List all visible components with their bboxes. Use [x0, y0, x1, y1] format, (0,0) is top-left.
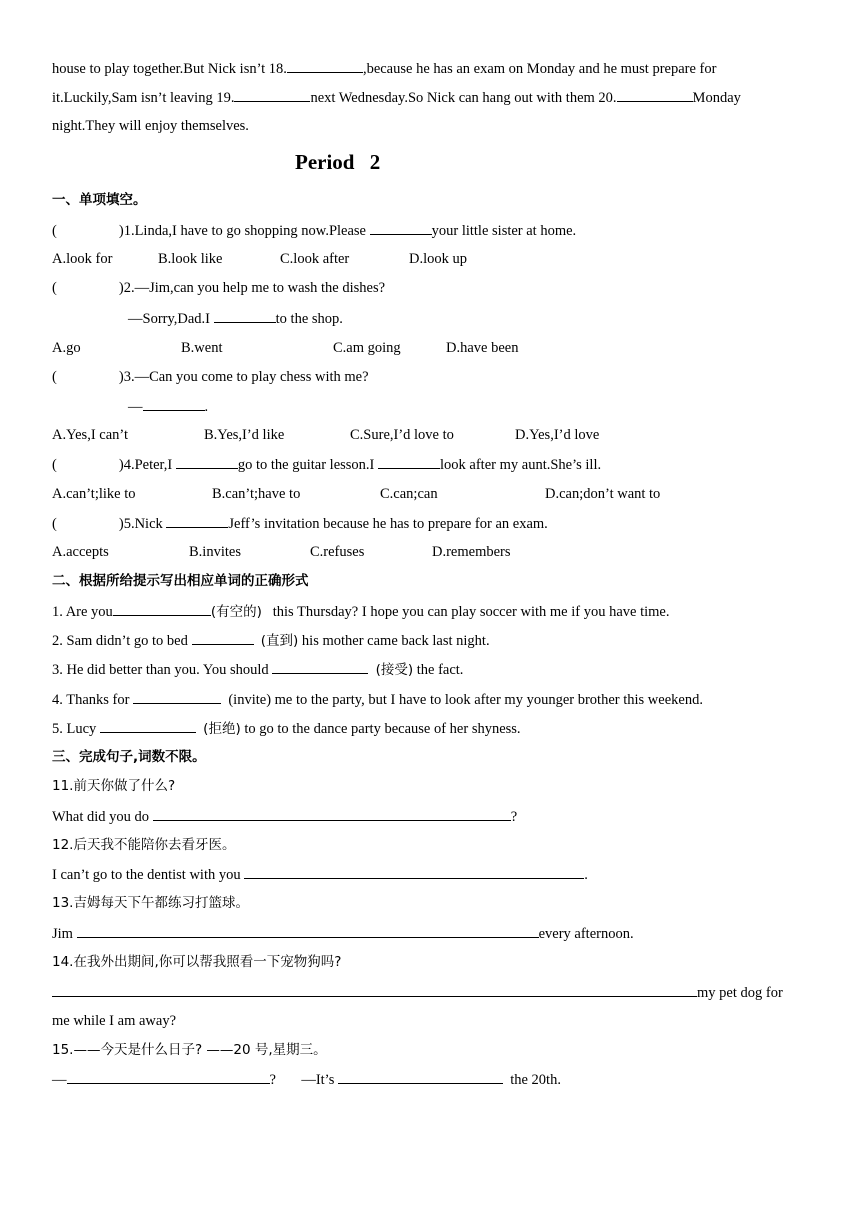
paren-close: ) — [118, 457, 124, 473]
item-text: 3. He did better than you. You should — [52, 662, 273, 678]
answer-blank[interactable] — [67, 1069, 270, 1084]
paren-open: ( — [52, 457, 57, 473]
option-c[interactable]: C.can;can — [380, 486, 438, 502]
answer-blank[interactable] — [113, 601, 211, 616]
item-text: 1. Are you — [52, 604, 113, 620]
hint-text: (invite) — [228, 692, 272, 708]
answer-blank[interactable] — [166, 513, 228, 528]
sentence-text: the 20th. — [510, 1072, 561, 1088]
item-text: to go to the dance party because of her shyness. — [244, 721, 521, 737]
option-c[interactable]: C.look after — [280, 251, 350, 267]
reply-text: . — [204, 399, 209, 415]
item-text: his mother came back last night. — [301, 633, 490, 649]
q11-sentence — [52, 806, 517, 827]
word-form-item-1 — [52, 601, 670, 622]
answer-blank[interactable] — [338, 1069, 503, 1084]
sentence-text: — — [52, 1072, 67, 1088]
q15-chinese: 15.——今天是什么日子? ——20 号,星期三。 — [52, 1042, 327, 1058]
option-b[interactable]: B.Yes,I’d like — [204, 427, 285, 443]
paren-open: ( — [52, 223, 57, 239]
item-text: the fact. — [416, 662, 464, 678]
q13-chinese: 13.吉姆每天下午都练习打篮球。 — [52, 895, 249, 911]
q14-sentence-line2: me while I am away? — [52, 1013, 177, 1029]
hint-text: (有空的) — [210, 604, 262, 620]
sentence-text: Jim — [52, 926, 77, 942]
question-1 — [52, 220, 576, 241]
question-5 — [52, 513, 548, 534]
question-text: 4.Peter,I — [123, 457, 176, 473]
q14-sentence — [52, 982, 783, 1003]
sentence-text: —It’s — [301, 1072, 338, 1088]
question-text: Jeff’s invitation because he has to prepare for an exam. — [228, 516, 548, 532]
option-d[interactable]: D.have been — [446, 340, 519, 356]
option-a[interactable]: A.look for — [52, 251, 113, 267]
answer-blank[interactable] — [244, 864, 584, 879]
reply-text: —Sorry,Dad.I — [128, 311, 214, 327]
sentence-text: I can’t go to the dentist with you — [52, 867, 245, 883]
paren-open: ( — [52, 369, 57, 385]
question-text: 2.—Jim,can you help me to wash the dishes? — [123, 280, 386, 296]
question-2 — [52, 278, 385, 298]
answer-blank-20[interactable] — [617, 87, 693, 102]
question-3 — [52, 367, 369, 387]
paren-close: ) — [118, 516, 124, 532]
question-text: 1.Linda,I have to go shopping now.Please — [123, 223, 370, 239]
sentence-text: every afternoon. — [538, 926, 634, 942]
option-b[interactable]: B.can’t;have to — [212, 486, 301, 502]
option-a[interactable]: A.can’t;like to — [52, 486, 136, 502]
option-d[interactable]: D.can;don’t want to — [545, 486, 661, 502]
paren-close: ) — [118, 223, 124, 239]
answer-blank[interactable] — [52, 982, 697, 997]
hint-text: (拒绝) — [203, 721, 241, 737]
passage-text: house to play together.But Nick isn’t 18. — [52, 61, 287, 77]
option-c[interactable]: C.Sure,I’d love to — [350, 427, 454, 443]
item-text: me to the party, but I have to look after my younger brother this weekend. — [274, 692, 703, 708]
paren-open: ( — [52, 280, 57, 296]
option-a[interactable]: A.go — [52, 340, 81, 356]
passage-line-3: night.They will enjoy themselves. — [52, 118, 249, 134]
question-text: go to the guitar lesson.I — [237, 457, 379, 473]
q13-sentence — [52, 923, 634, 944]
q12-chinese: 12.后天我不能陪你去看牙医。 — [52, 837, 236, 853]
section2-heading: 二、根据所给提示写出相应单词的正确形式 — [52, 573, 309, 589]
paren-open: ( — [52, 516, 57, 532]
passage-line-2 — [52, 87, 741, 108]
answer-blank[interactable] — [133, 689, 221, 704]
option-a[interactable]: A.accepts — [52, 544, 109, 560]
q12-sentence — [52, 864, 588, 885]
option-c[interactable]: C.refuses — [310, 544, 365, 560]
option-d[interactable]: D.Yes,I’d love — [515, 427, 600, 443]
answer-blank[interactable] — [77, 923, 539, 938]
passage-line-1 — [52, 58, 716, 79]
item-text: 5. Lucy — [52, 721, 100, 737]
reply-text: to the shop. — [275, 311, 343, 327]
sentence-text: . — [584, 867, 588, 883]
passage-text: next Wednesday.So Nick can hang out with them 20. — [310, 90, 617, 106]
answer-blank-18[interactable] — [287, 58, 363, 73]
answer-blank[interactable] — [370, 220, 432, 235]
question-text: 3.—Can you come to play chess with me? — [123, 369, 369, 385]
passage-text: it.Luckily,Sam isn’t leaving 19. — [52, 90, 235, 106]
option-c[interactable]: C.am going — [333, 340, 401, 356]
option-b[interactable]: B.look like — [158, 251, 223, 267]
passage-text: ,because he has an exam on Monday and he must prepare for — [362, 61, 717, 77]
sentence-text: ? — [269, 1072, 276, 1088]
q14-chinese: 14.在我外出期间,你可以帮我照看一下宠物狗吗? — [52, 954, 342, 970]
hint-text: (接受) — [375, 662, 414, 678]
word-form-item-3 — [52, 659, 463, 680]
question-text: your little sister at home. — [431, 223, 577, 239]
paren-close: ) — [118, 280, 124, 296]
word-form-item-5 — [52, 718, 521, 739]
sentence-text: my pet dog for — [697, 985, 783, 1001]
answer-blank[interactable] — [153, 806, 511, 821]
question-text: look after my aunt.She’s ill. — [440, 457, 602, 473]
item-text: 4. Thanks for — [52, 692, 134, 708]
answer-blank[interactable] — [192, 630, 254, 645]
question-3-reply — [128, 396, 208, 417]
paren-close: ) — [118, 369, 124, 385]
option-b[interactable]: B.went — [181, 340, 223, 356]
answer-blank[interactable] — [100, 718, 196, 733]
item-text: 2. Sam didn’t go to bed — [52, 633, 192, 649]
section1-heading: 一、单项填空。 — [52, 192, 147, 208]
item-text: this Thursday? I hope you can play soccer with me if you have time. — [272, 604, 670, 620]
sentence-text: What did you do — [52, 809, 153, 825]
option-a[interactable]: A.Yes,I can’t — [52, 427, 128, 443]
passage-text: Monday — [692, 90, 741, 106]
option-d[interactable]: D.remembers — [432, 544, 511, 560]
reply-text: — — [128, 399, 143, 415]
q15-sentence — [52, 1069, 561, 1090]
question-4 — [52, 454, 601, 475]
answer-blank[interactable] — [143, 396, 205, 411]
hint-text: (直到) — [260, 633, 299, 649]
question-2-reply — [128, 308, 343, 329]
q11-chinese: 11.前天你做了什么? — [52, 778, 176, 794]
answer-blank[interactable] — [272, 659, 368, 674]
answer-blank[interactable] — [214, 308, 276, 323]
question-text: 5.Nick — [123, 516, 167, 532]
section3-heading: 三、完成句子,词数不限。 — [52, 749, 206, 765]
answer-blank-19[interactable] — [234, 87, 310, 102]
answer-blank[interactable] — [378, 454, 440, 469]
answer-blank[interactable] — [176, 454, 238, 469]
option-b[interactable]: B.invites — [189, 544, 241, 560]
word-form-item-4 — [52, 689, 703, 710]
page-title: Period 2 — [295, 150, 381, 174]
word-form-item-2 — [52, 630, 490, 651]
sentence-text: ? — [510, 809, 518, 825]
option-d[interactable]: D.look up — [409, 251, 467, 267]
